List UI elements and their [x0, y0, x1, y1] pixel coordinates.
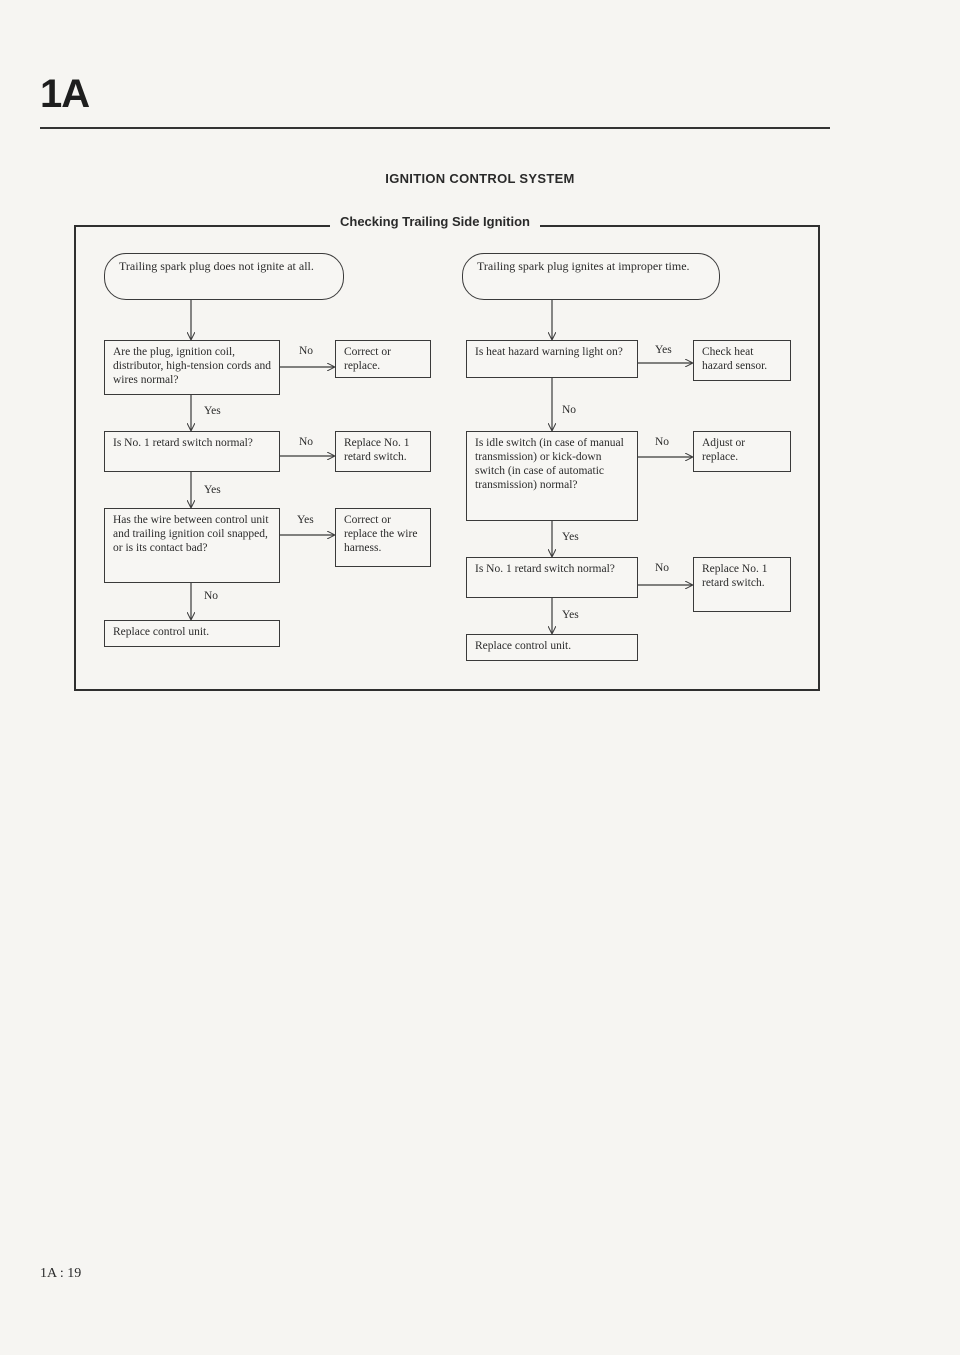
right-question-2: Is idle switch (in case of manual transmission) or kick-down switch (in case of automatic transmission) normal?: [466, 431, 638, 521]
left-start-node: Trailing spark plug does not ignite at all.: [104, 253, 344, 300]
left-q3-yes-label: Yes: [297, 514, 314, 526]
left-q1-yes-label: Yes: [204, 405, 221, 417]
left-action-1: Correct or replace.: [335, 340, 431, 378]
right-q1-no-label: No: [562, 404, 577, 416]
left-end-node: Replace control unit.: [104, 620, 280, 647]
left-q3-no-label: No: [204, 590, 219, 602]
left-q1-no-label: No: [299, 345, 314, 357]
right-q2-yes-label: Yes: [562, 531, 579, 543]
left-action-3: Correct or replace the wire harness.: [335, 508, 431, 567]
page-title: IGNITION CONTROL SYSTEM: [385, 171, 575, 186]
left-q2-yes-label: Yes: [204, 484, 221, 496]
section-tag: 1A: [40, 72, 90, 116]
right-q2-no-label: No: [655, 436, 670, 448]
right-q3-no-label: No: [655, 562, 670, 574]
right-q3-yes-label: Yes: [562, 609, 579, 621]
right-question-1: Is heat hazard warning light on?: [466, 340, 638, 378]
right-q1-yes-label: Yes: [655, 344, 672, 356]
diagram-title: Checking Trailing Side Ignition: [330, 214, 540, 229]
left-question-1: Are the plug, ignition coil, distributor, high-tension cords and wires normal?: [104, 340, 280, 395]
right-question-3: Is No. 1 retard switch normal?: [466, 557, 638, 598]
right-action-2: Adjust or replace.: [693, 431, 791, 472]
left-action-2: Replace No. 1 retard switch.: [335, 431, 431, 472]
right-start-node: Trailing spark plug ignites at improper time.: [462, 253, 720, 300]
right-action-3: Replace No. 1 retard switch.: [693, 557, 791, 612]
left-question-2: Is No. 1 retard switch normal?: [104, 431, 280, 472]
right-action-1: Check heat hazard sensor.: [693, 340, 791, 381]
left-question-3: Has the wire between control unit and trailing ignition coil snapped, or is its contact bad?: [104, 508, 280, 583]
right-end-node: Replace control unit.: [466, 634, 638, 661]
page-number: 1A : 19: [40, 1266, 82, 1281]
left-q2-no-label: No: [299, 436, 314, 448]
